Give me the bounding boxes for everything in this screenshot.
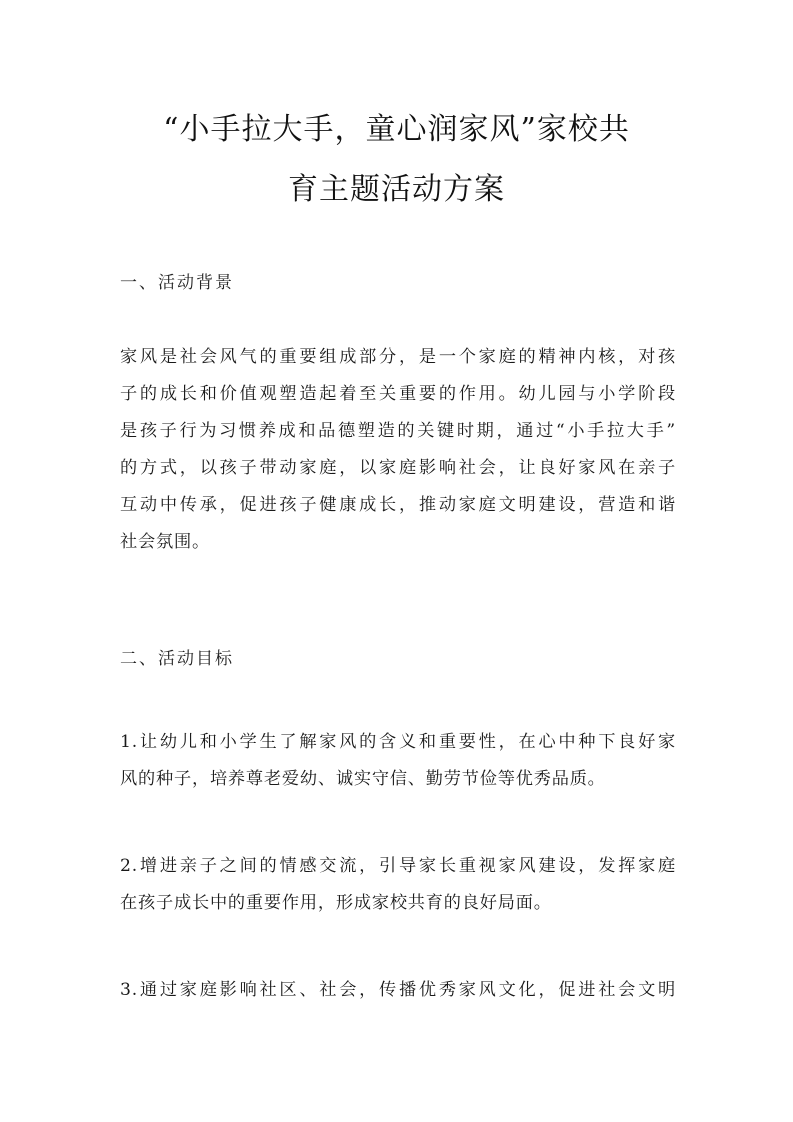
- paragraph-line: 的方式，以孩子带动家庭，以家庭影响社会，让良好家风在亲子: [120, 458, 676, 478]
- paragraph-line: 1.让幼儿和小学生了解家风的含义和重要性，在心中种下良好家: [120, 732, 676, 752]
- paragraph-line: 在孩子成长中的重要作用，形成家校共育的良好局面。: [120, 893, 552, 913]
- goal-item-2: [120, 848, 676, 922]
- paragraph-line: 2.增进亲子之间的情感交流，引导家长重视家风建设，发挥家庭: [120, 856, 676, 876]
- document-title-line-1: “小手拉大手，童心润家风”家校共: [163, 112, 630, 147]
- section-heading-goals: 二、活动目标: [120, 649, 234, 669]
- document-title-line-2: 育主题活动方案: [288, 172, 505, 207]
- section-heading-background: 一、活动背景: [120, 273, 234, 293]
- background-paragraph: [120, 339, 676, 561]
- goal-item-1: [120, 724, 676, 798]
- paragraph-line: 风的种子，培养尊老爱幼、诚实守信、勤劳节俭等优秀品质。: [120, 769, 606, 789]
- paragraph-line: 社会氛围。: [120, 532, 210, 552]
- goal-item-3: [120, 972, 676, 1009]
- paragraph-line: 子的成长和价值观塑造起着至关重要的作用。幼儿园与小学阶段: [120, 384, 676, 404]
- paragraph-line: 是孩子行为习惯养成和品德塑造的关键时期，通过“小手拉大手”: [120, 421, 676, 441]
- paragraph-line: 家风是社会风气的重要组成部分，是一个家庭的精神内核，对孩: [120, 347, 676, 367]
- paragraph-line: 3.通过家庭影响社区、社会，传播优秀家风文化，促进社会文明: [120, 980, 676, 1000]
- paragraph-line: 互动中传承，促进孩子健康成长，推动家庭文明建设，营造和谐: [120, 495, 676, 515]
